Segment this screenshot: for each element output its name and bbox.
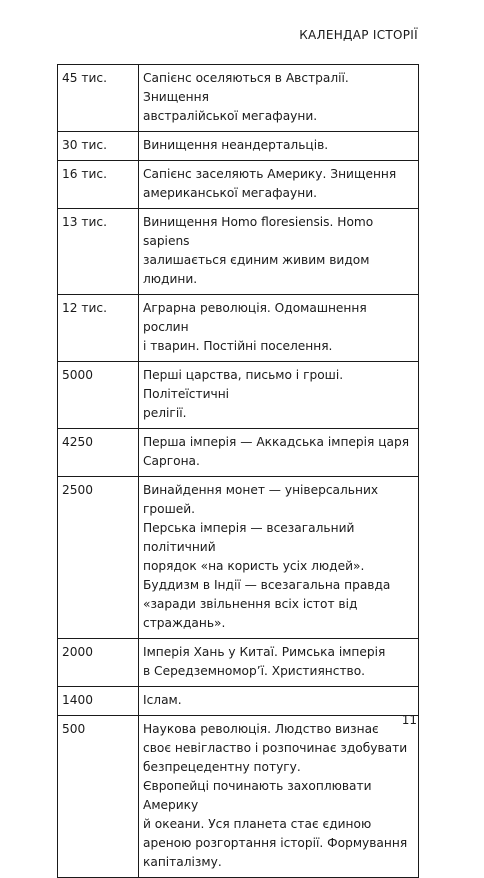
event-cell: [139, 209, 419, 295]
event-cell: [139, 362, 419, 429]
event-cell: [139, 295, 419, 362]
event-cell: [139, 687, 419, 716]
event-text: Сапієнс оселяються в Австралії. Знищення австралійської мегафауни.: [143, 71, 349, 123]
year-cell: 30 тис.: [58, 132, 139, 161]
table-row: [58, 65, 419, 132]
year-cell: 2500: [58, 477, 139, 639]
event-cell: [139, 639, 419, 687]
table-row: [58, 161, 419, 209]
table-row: [58, 295, 419, 362]
year-cell: 1400: [58, 687, 139, 716]
year-cell: 16 тис.: [58, 161, 139, 209]
year-cell: 13 тис.: [58, 209, 139, 295]
event-cell: [139, 132, 419, 161]
year-cell: 45 тис.: [58, 65, 139, 132]
event-text: Наукова революція. Людство визнає своє невігластво і розпочинає здобувати безпрецедентну потугу. Європейці починають захоплювати Америку й океани. Уся планета стає єдиною ареною розгортання історії. Формування капіталізму.: [143, 722, 408, 869]
event-cell: [139, 65, 419, 132]
event-text: Винищення Homo floresiensis. Homo sapiens залишається єдиним живим видом людини.: [143, 215, 374, 286]
event-cell: [139, 429, 419, 477]
event-text: Перша імперія — Аккадська імперія царя Саргона.: [143, 435, 410, 468]
table-row: [58, 639, 419, 687]
event-text: Винищення неандертальців.: [143, 138, 329, 152]
event-text: Аграрна революція. Одомашнення рослин і тварин. Постійні поселення.: [143, 301, 367, 353]
table-row: [58, 132, 419, 161]
table-row: [58, 687, 419, 716]
event-cell: [139, 161, 419, 209]
year-cell: 2000: [58, 639, 139, 687]
event-text: Сапієнс заселяють Америку. Знищення американської мегафауни.: [143, 167, 397, 200]
event-cell: [139, 477, 419, 639]
table-row: [58, 716, 419, 878]
year-cell: 500: [58, 716, 139, 878]
table-row: [58, 429, 419, 477]
running-head: КАЛЕНДАР ІСТОРІЇ: [299, 28, 418, 42]
page-number: 11: [401, 713, 417, 727]
year-cell: 4250: [58, 429, 139, 477]
table-row: [58, 209, 419, 295]
event-text: Імперія Хань у Китаї. Римська імперія в Середземномор’ї. Християнство.: [143, 645, 386, 678]
year-cell: 12 тис.: [58, 295, 139, 362]
year-cell: 5000: [58, 362, 139, 429]
table-row: [58, 362, 419, 429]
event-cell: [139, 716, 419, 878]
event-text: Винайдення монет — універсальних грошей. Перська імперія — всезагальний політичний порядок «на користь усіх людей». Буддизм в Індії — всезагальна правда «заради звільнення всіх істот від страждань».: [143, 483, 391, 630]
table-row: [58, 477, 419, 639]
event-text: Іслам.: [143, 693, 182, 707]
event-text: Перші царства, письмо і гроші. Політеїстичні релігії.: [143, 368, 344, 420]
